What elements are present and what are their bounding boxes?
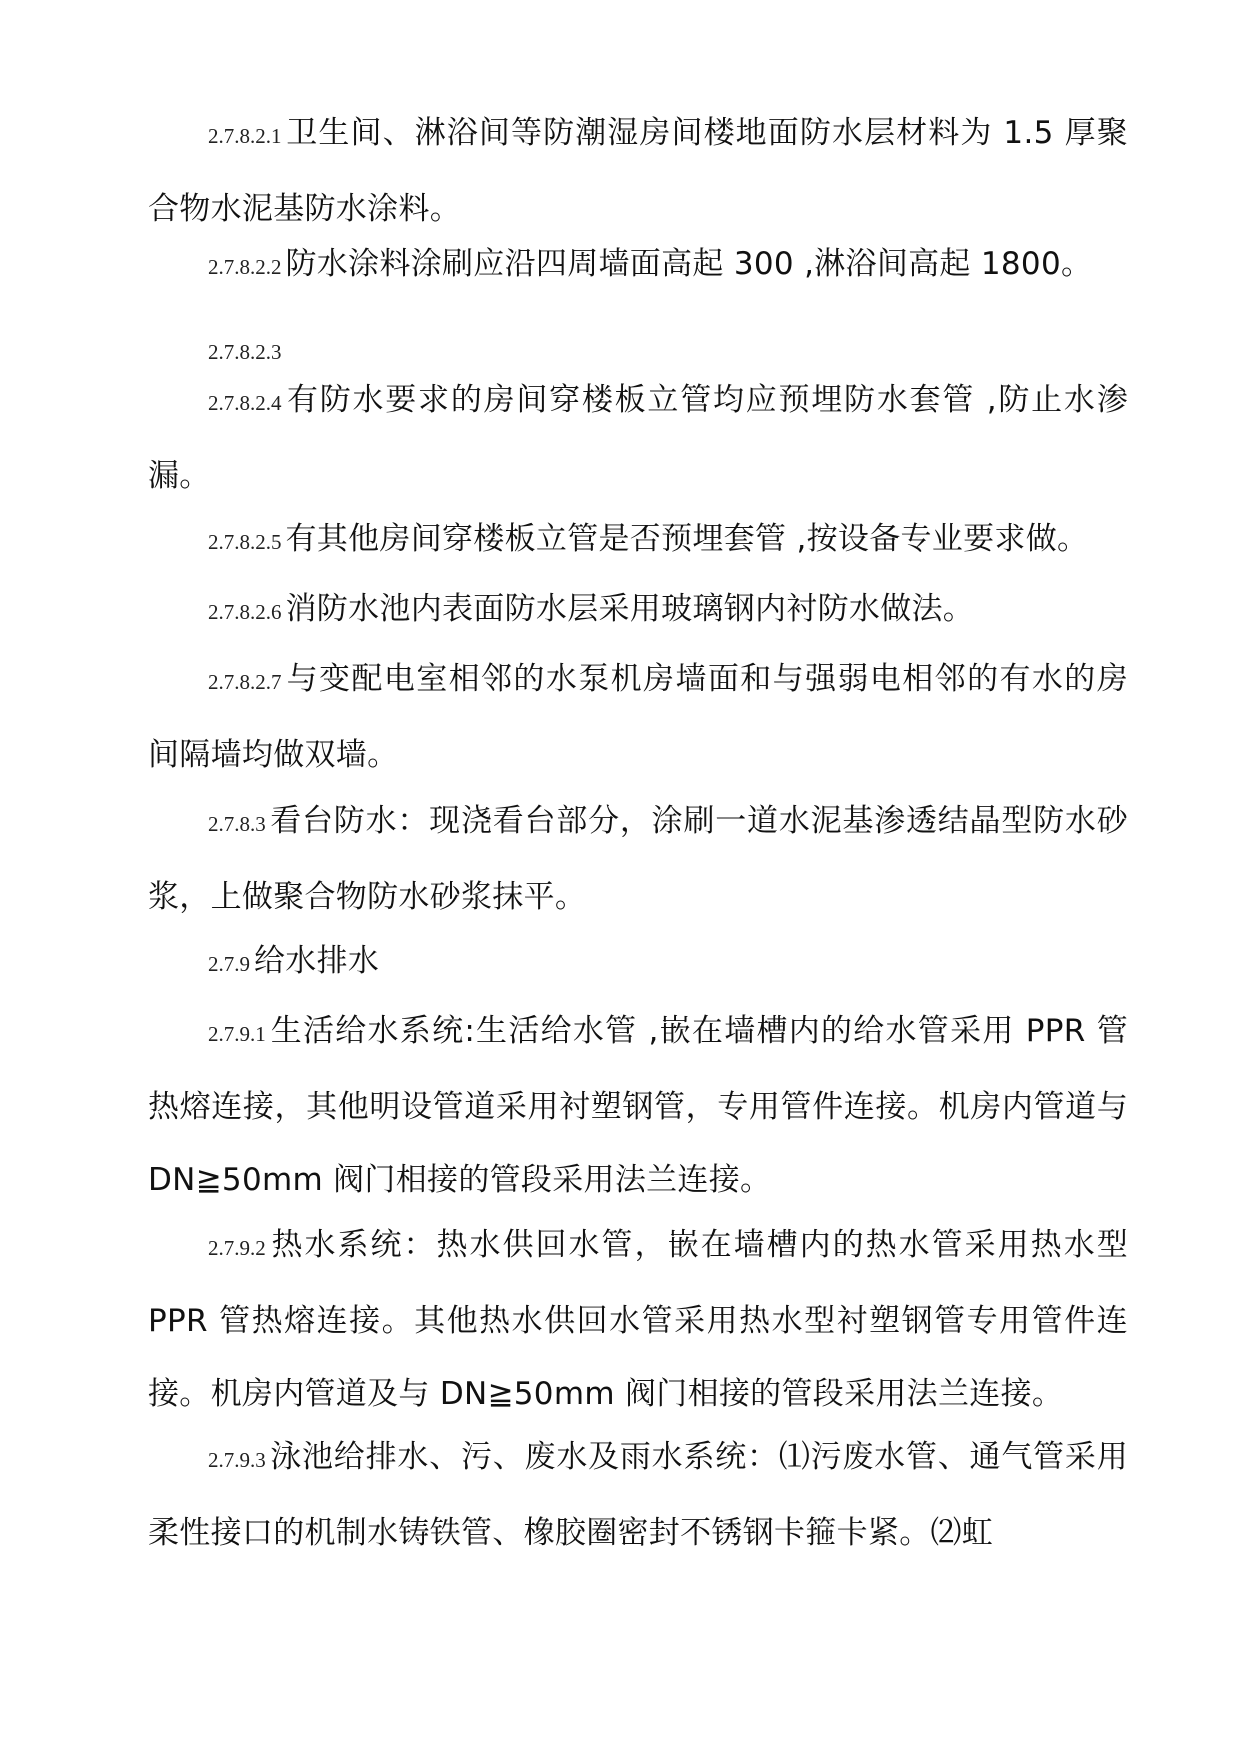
paragraph-2-7-9-3 [148,1421,1128,1570]
section-number: 2.7.9 [208,952,250,976]
paragraph-text: 消防水池内表面防水层采用玻璃钢内衬防水做法。 [285,591,975,627]
paragraph-text: 热水系统：热水供回水管，嵌在墙槽内的热水管采用热水型 PPR 管热熔连接。其他热水供回水管采用热水型衬塑钢管专用管件连接。机房内管道及与 DN≧50mm 阀门相接的管段采用法兰连接。 [148,1227,1128,1412]
paragraph-text: 有防水要求的房间穿楼板立管均应预埋防水套管 ,防止水渗漏。 [148,382,1128,494]
section-number: 2.7.9.3 [208,1448,266,1472]
paragraph-2-7-8-2-1 [148,97,1128,246]
section-number: 2.7.8.2.4 [208,391,282,415]
paragraph-2-7-8-3 [148,785,1128,934]
paragraph-2-7-8-2-4 [148,364,1128,513]
paragraph-2-7-8-2-7 [148,643,1128,792]
section-number: 2.7.9.1 [208,1022,266,1046]
section-number: 2.7.8.3 [208,812,266,836]
paragraph-text: 泳池给排水、污、废水及雨水系统：⑴污废水管、通气管采用柔性接口的机制水铸铁管、橡胶圈密封不锈钢卡箍卡紧。⑵虹 [148,1439,1128,1551]
paragraph-2-7-9-2 [148,1209,1128,1431]
paragraph-2-7-9 [148,925,1128,1001]
paragraph-2-7-8-2-5 [148,503,1128,579]
paragraph-text: 有其他房间穿楼板立管是否预埋套管 ,按设备专业要求做。 [285,521,1089,557]
section-number: 2.7.8.2.7 [208,670,282,694]
paragraph-2-7-8-2-6 [148,573,1128,649]
section-number: 2.7.8.2.1 [208,124,282,148]
section-number: 2.7.8.2.6 [208,600,282,624]
section-number: 2.7.8.2.3 [208,340,282,364]
paragraph-text: 看台防水：现浇看台部分，涂刷一道水泥基渗透结晶型防水砂浆，上做聚合物防水砂浆抹平。 [148,803,1128,915]
section-number: 2.7.9.2 [208,1236,266,1260]
paragraph-text: 给水排水 [254,943,380,979]
paragraph-text: 生活给水系统:生活给水管 ,嵌在墙槽内的给水管采用 PPR 管热熔连接，其他明设管道采用衬塑钢管，专用管件连接。机房内管道与 DN≧50mm 阀门相接的管段采用法兰连接。 [148,1013,1128,1198]
paragraph-text: 防水涂料涂刷应沿四周墙面高起 300 ,淋浴间高起 1800。 [285,246,1093,282]
paragraph-text: 与变配电室相邻的水泵机房墙面和与强弱电相邻的有水的房间隔墙均做双墙。 [148,661,1128,773]
section-number: 2.7.8.2.2 [208,255,282,279]
paragraph-2-7-9-1 [148,995,1128,1217]
paragraph-text: 卫生间、淋浴间等防潮湿房间楼地面防水层材料为 1.5 厚聚合物水泥基防水涂料。 [148,115,1128,227]
paragraph-2-7-8-2-2 [148,228,1128,304]
section-number: 2.7.8.2.5 [208,530,282,554]
